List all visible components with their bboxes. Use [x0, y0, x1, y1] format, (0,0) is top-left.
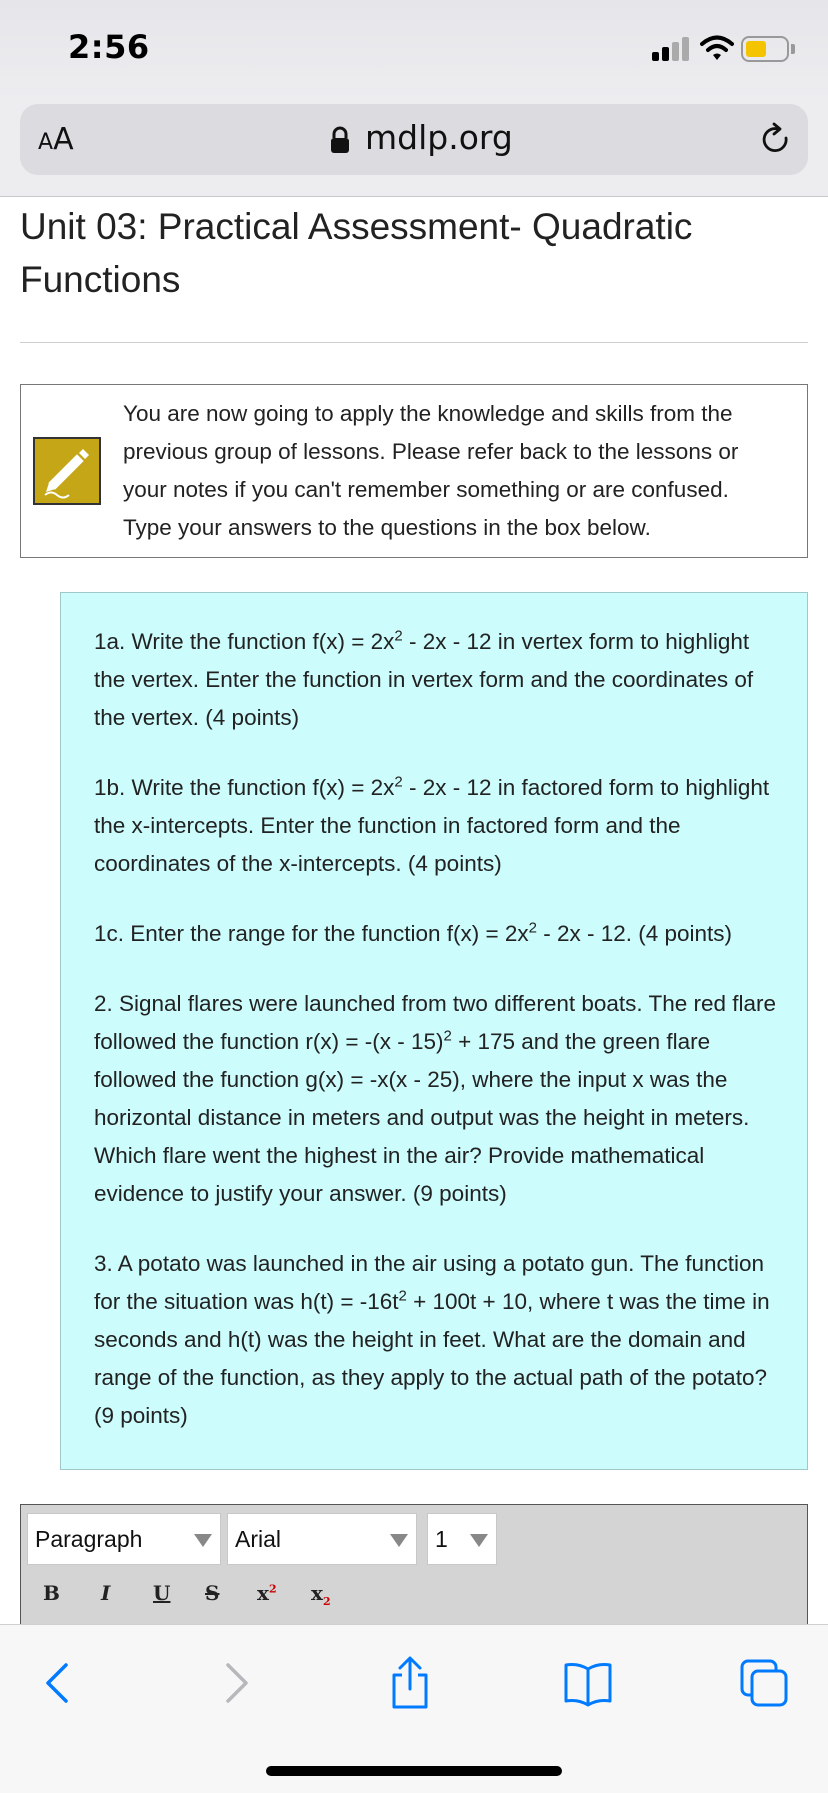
bold-button[interactable]: B [43, 1581, 60, 1605]
status-bar [0, 0, 828, 100]
paragraph-format-value: Paragraph [35, 1526, 143, 1552]
browser-chrome [0, 100, 828, 197]
questions-box [60, 592, 808, 1470]
paragraph-format-select[interactable] [27, 1513, 221, 1565]
share-icon[interactable] [382, 1655, 438, 1711]
question-3: 3. A potato was launched in the air using a potato gun. The function for the situation was $h(t) = -16t^2 + 100t + 10$, where t was the time in seconds and h(t) was the height in feet. What are the domain and range of the function, as they apply to the actual path of the potato? (9 points) [94, 1251, 770, 1428]
forward-icon[interactable] [208, 1655, 264, 1711]
intro-box [20, 384, 808, 558]
question-1c: 1c. Enter the range for the function $f(x) = 2x^2 - 2x - 12$. (4 points) [94, 919, 733, 946]
chevron-down-icon [470, 1534, 488, 1547]
superscript-button[interactable]: $x^2$ [257, 1581, 277, 1605]
divider [20, 342, 808, 343]
underline-button[interactable]: U [153, 1581, 171, 1605]
question-1a: 1a. Write the function $f(x) = 2x^2 - 2x - 12$ in vertex form to highlight the vertex. Enter the function in vertex form and the coordinates of the vertex. (4 points) [94, 627, 754, 730]
font-size-value: 1 [435, 1526, 448, 1552]
tabs-icon[interactable] [736, 1655, 792, 1711]
chevron-down-icon [194, 1534, 212, 1547]
lock-icon [330, 126, 350, 154]
status-time: 2:56 [68, 28, 150, 66]
reload-icon[interactable] [758, 122, 794, 158]
url-text[interactable]: mdlp.org [365, 118, 513, 157]
back-icon[interactable] [30, 1655, 86, 1711]
cellular-signal-icon [652, 37, 692, 61]
strikethrough-button[interactable]: S [205, 1581, 220, 1605]
page-title: Unit 03: Practical Assessment- Quadratic Functions [20, 206, 693, 300]
subscript-button[interactable]: $x_2$ [311, 1581, 331, 1608]
battery-icon [741, 36, 789, 62]
home-indicator [266, 1766, 562, 1776]
font-size-select[interactable] [427, 1513, 497, 1565]
question-1b: 1b. Write the function $f(x) = 2x^2 - 2x - 12$ in factored form to highlight the x-intercepts. Enter the function in factored form and the coordinates of the x-intercepts. (4 points) [94, 773, 770, 876]
chevron-down-icon [390, 1534, 408, 1547]
italic-button[interactable]: I [101, 1581, 111, 1605]
answer-editor-toolbar [20, 1504, 808, 1624]
pencil-icon [33, 437, 101, 505]
font-family-value: Arial [235, 1526, 282, 1552]
text-size-button[interactable]: AA [38, 122, 74, 157]
intro-text: You are now going to apply the knowledge and skills from the previous group of lessons. Please refer back to the lessons or your notes if you can't remember something or are confused. Type your answers to the questions in the box below. [123, 401, 739, 540]
bookmarks-icon[interactable] [560, 1655, 616, 1711]
question-2: 2. Signal flares were launched from two different boats. The red flare followed the function r(x) = -(x - 15)$^2$ + 175 and the green flare followed the function g(x) = -x(x - 25), where the input x was the horizontal distance in meters and output was the height in meters. Which flare went the highest in the air? Provide mathematical evidence to justify your answer. (9 points) [94, 991, 777, 1206]
url-bar[interactable] [20, 104, 808, 175]
battery-cap [791, 44, 795, 54]
font-family-select[interactable] [227, 1513, 417, 1565]
wifi-icon [700, 34, 734, 62]
